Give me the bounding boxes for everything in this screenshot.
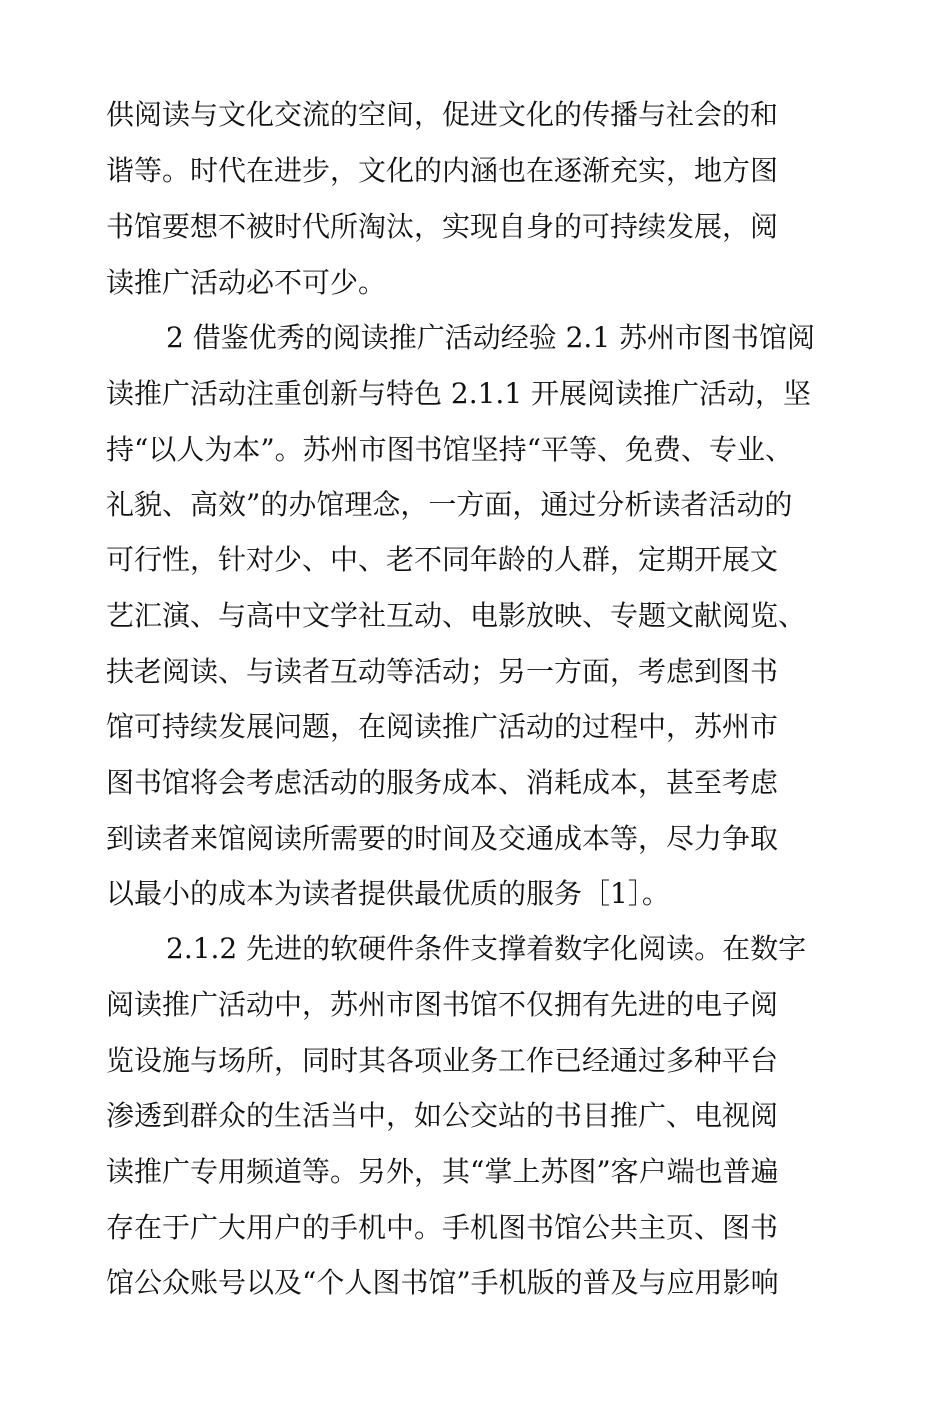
- paragraph-3-line-2: 阅读推广活动中，苏州市图书馆不仅拥有先进的电子阅: [106, 988, 779, 1021]
- paragraph-2-line-1: 2 借鉴优秀的阅读推广活动经验 2.1 苏州市图书馆阅: [166, 321, 816, 354]
- paragraph-3-line-5: 读推广专用频道等。另外，其“掌上苏图”客户端也普遍: [106, 1155, 779, 1188]
- paragraph-1-line-3: 书馆要想不被时代所淘汰，实现自身的可持续发展，阅: [106, 210, 779, 243]
- paragraph-3-line-3: 览设施与场所，同时其各项业务工作已经通过多种平台: [106, 1044, 779, 1077]
- paragraph-2-line-4: 礼貌、高效”的办馆理念，一方面，通过分析读者活动的: [106, 488, 793, 521]
- paragraph-1-line-4: 读推广活动必不可少。: [106, 266, 387, 299]
- paragraph-2-line-7: 扶老阅读、与读者互动等活动；另一方面，考虑到图书: [106, 655, 779, 688]
- paragraph-2-line-8: 馆可持续发展问题，在阅读推广活动的过程中，苏州市: [106, 710, 779, 743]
- paragraph-2-line-11: 以最小的成本为读者提供最优质的服务［1］。: [106, 877, 670, 910]
- paragraph-2-line-3: 持“以人为本”。苏州市图书馆坚持“平等、免费、专业、: [106, 433, 793, 466]
- paragraph-2-line-9: 图书馆将会考虑活动的服务成本、消耗成本，甚至考虑: [106, 766, 779, 799]
- paragraph-2-line-10: 到读者来馆阅读所需要的时间及交通成本等，尽力争取: [106, 822, 779, 855]
- paragraph-1-line-2: 谐等。时代在进步，文化的内涵也在逐渐充实，地方图: [106, 154, 779, 187]
- paragraph-2-line-6: 艺汇演、与高中文学社互动、电影放映、专题文献阅览、: [106, 599, 807, 632]
- paragraph-2-line-5: 可行性，针对少、中、老不同年龄的人群，定期开展文: [106, 543, 779, 576]
- paragraph-3-line-1: 2.1.2 先进的软硬件条件支撑着数字化阅读。在数字: [166, 932, 807, 965]
- paragraph-1-line-1: 供阅读与文化交流的空间，促进文化的传播与社会的和: [106, 98, 779, 131]
- paragraph-2-line-2: 读推广活动注重创新与特色 2.1.1 开展阅读推广活动，坚: [106, 377, 812, 410]
- paragraph-3-line-4: 渗透到群众的生活当中，如公交站的书目推广、电视阅: [106, 1099, 779, 1132]
- paragraph-3-line-7: 馆公众账号以及“个人图书馆”手机版的普及与应用影响: [106, 1266, 779, 1299]
- paragraph-3-line-6: 存在于广大用户的手机中。手机图书馆公共主页、图书: [106, 1211, 779, 1244]
